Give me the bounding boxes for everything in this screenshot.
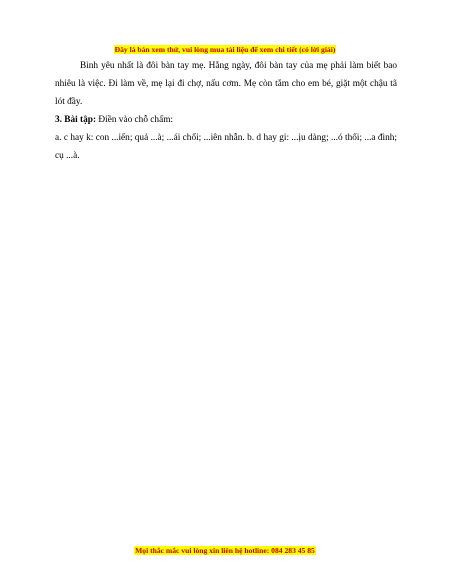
hotline-text: Mọi thắc mắc vui lòng xin liên hệ hotline: 084 283 45 85 bbox=[135, 546, 315, 555]
reading-paragraph: Bình yêu nhất là đôi bàn tay mẹ. Hằng ngày, đôi bàn tay của mẹ phải làm biết bao nhiêu là việc. Đi làm về, mẹ lại đi chợ, nấu cơm. Mẹ còn tắm cho em bé, giặt một chậu tã lót đầy. bbox=[55, 61, 397, 107]
exercise-label: 3. Bài tập: bbox=[55, 115, 97, 125]
document-body bbox=[55, 57, 397, 165]
exercise-instruction: Điền vào chỗ chấm: bbox=[96, 115, 174, 125]
preview-notice-text: Đây là bản xem thử, vui lòng mua tài liệu để xem chi tiết (có lời giải) bbox=[114, 45, 336, 54]
hotline-banner bbox=[0, 546, 450, 556]
exercise-items: a. c hay k: con ...iến; quả ...à; ...ái chổi; ...iên nhẫn. b. d hay gi: ...ịu dàng; ...ó thổi; ...a đình; cụ ...à. bbox=[55, 133, 397, 161]
exercise-heading bbox=[55, 111, 397, 129]
preview-notice-banner bbox=[0, 45, 450, 55]
